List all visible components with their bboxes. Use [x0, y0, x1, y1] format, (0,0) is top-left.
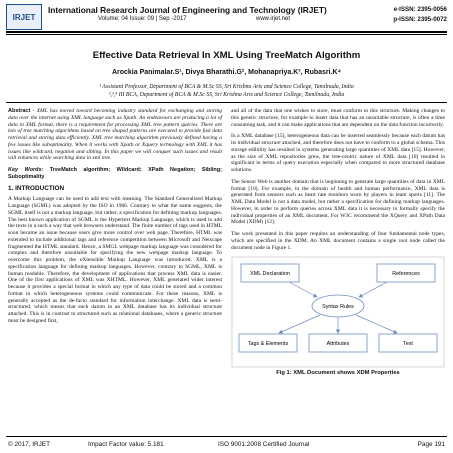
abstract	[8, 108, 222, 162]
right-column	[231, 108, 445, 377]
affiliation-1: ¹ Assistant Professor, Department of BCA & M.Sc SS, Sri Krishna Arts and Science College, Tamilnadu, India	[99, 84, 354, 90]
journal-logo: IRJET	[6, 4, 42, 30]
left-column	[8, 108, 222, 330]
keywords-label: Key Words:	[8, 167, 44, 173]
text-label: Text	[403, 341, 413, 348]
section-heading-introduction: 1. INTRODUCTION	[8, 184, 65, 192]
abstract-label: Abstract	[8, 108, 31, 114]
footer-copyright: © 2017, IRJET	[8, 441, 51, 448]
issn-block	[393, 5, 447, 25]
p-issn: p-ISSN: 2395-0072	[393, 16, 447, 23]
paper-title: Effective Data Retrieval In XML Using TreeMatch Algorithm	[92, 50, 361, 61]
syntax-rules-label: Syntax Rules	[322, 304, 354, 311]
footer-rule	[6, 436, 447, 437]
abstract-text: - XML has moved toward becoming industry standard for exchanging and storing data over the internet using XML language such as Xpath. An endeavours are producing a lot of data in XML format, there is a requirement for processing XML tree pattern queries. There are lots of tree matching algorithms based on tree shaped patterns are executed to provide fast data retrieval and storing data efficiently. XML tree matching algorithm previously defined having a few issues like suboptimality. When it works with Xpath or Xquery technology with XML it has issues like wildcard, negation and sibling. In this paper we will conquer such issues and result will enhances while searching data in xml tree.	[8, 108, 222, 162]
figure-1	[231, 256, 445, 368]
tags-elements-label: Tags & Elements	[247, 341, 289, 348]
header-rule	[6, 31, 447, 33]
paragraph-3: The Sensor Web is another domain that is beginning to generate large quantities of data in XML format [10]. For example, in the domain of health and human performance, XML data is generated from sensors such as heart rate monitors worn by players in team sports [11]. The XML Data Model is not a data model, but rather a specification for defining markup languages. However, in order to perform queries across XML data it is necessary to formally specify the individual properties of an XML document. For W3C recommend the XQuery and XPath Data Model (XDM) [12].	[231, 178, 445, 226]
footer-impact-factor: Impact Factor value: 5.181	[88, 441, 164, 448]
xdm-diagram	[231, 256, 445, 368]
e-issn: e-ISSN: 2395-0056	[393, 6, 447, 13]
references-label: References	[392, 271, 420, 278]
keywords	[8, 167, 222, 181]
journal-name: International Research Journal of Engineering and Technology (IRJET)	[48, 5, 327, 15]
paragraph-4: The work presented in this paper requires an understanding of four fundamental node types, which are specified in the XDM. An XML document contains a single root node called the document node in Figure 1.	[231, 231, 445, 251]
figure-caption: Fig 1: XML Document shows XDM Properties	[276, 370, 400, 377]
footer-page-number: Page 191	[417, 441, 445, 448]
xml-declaration-label: XML Declaration	[250, 271, 290, 278]
title-rule	[6, 102, 447, 103]
footer-iso: ISO 9001:2008 Certified Journal	[218, 441, 310, 448]
paragraph-1: and all of the data that one wishes to store, must conform to this structure. Making changes to this generic structure, for example to insert data that has an unsuitable structure, is often a time consuming task, and it can make applications that are dependent on the data function incorrectly.	[231, 108, 445, 128]
author-list: Arockia Panimalar.S¹, Divya Bharathi.G², Mohanapriya.K³, Rubasri.K⁴	[111, 69, 342, 76]
volume-issue: Volume: 04 Issue: 09 | Sep -2017	[98, 16, 187, 22]
journal-header	[6, 4, 447, 29]
header-rule-thin	[6, 34, 447, 35]
affiliation-2: ²,³,⁴ III BCA, Department of BCA & M.Sc SS, Sri Krishna Arts and Science College, Tamilnadu, India	[108, 92, 345, 98]
journal-website[interactable]: www.irjet.net	[256, 16, 291, 22]
attributes-label: Attributes	[326, 341, 350, 348]
keywords-text: TreeMatch algorithm; Wildcard; XPath Negation; Sibling; Suboptimality	[8, 167, 222, 180]
introduction-text: A Markup Language can be used to add text with meaning. The Standard Generalized Markup Language (SGML) was adopted by the ISO in 1986. Contrary to what the name suggests, the SGML itself is not a markup language, but rather, a specification for defining markup languages. The best known application of SGML is the Hypertext Markup Language, which is used to add the texts in a such a way that web browsers understand. The finite number of tags used in HTML soon became an issue because users give more control over web page. Therefore, HTML was extended to include additional tags and reference competition between Microsoft and Netscape fragmented the HTML standard. Hence, a SMGL webpage markup language was considered for complex and therefore unsuitable for specifying the new webpage markup language. To overcome this problem, the eXtensible Markup Language was introduced. XML is a specification language for defining markup languages. However, contrary to SGML, XML is human readable. Therefore, the development of applications that process XML data is easier. One of the first applications of XML was XHTML. However, XML generated wider interest because it provides a special format in which any type of data could be stored and a common format in which heterogeneous systems could communicate. For these reasons, XML is generally accepted as the de-facto standard for information interchange. XML data is semi-structured, which means that each datum in an XML database has its individual structure attached. This is in contrast to structured such as relational databases, where a generic structure must be designed first,	[8, 196, 222, 324]
paragraph-2: In a XML database [15], heterogeneous data can be inserted seamlessly because each datum has its individual structure attached, and therefore does not have to conform to a global schema. This storage edibility has resulted in systems generating large quantities of XML data [15]. However, as the size of XML repositories grew, the tree-centric nature of XML data [10] resulted in significant in terms of query execution especially when compared to more structured database solutions.	[231, 133, 445, 173]
